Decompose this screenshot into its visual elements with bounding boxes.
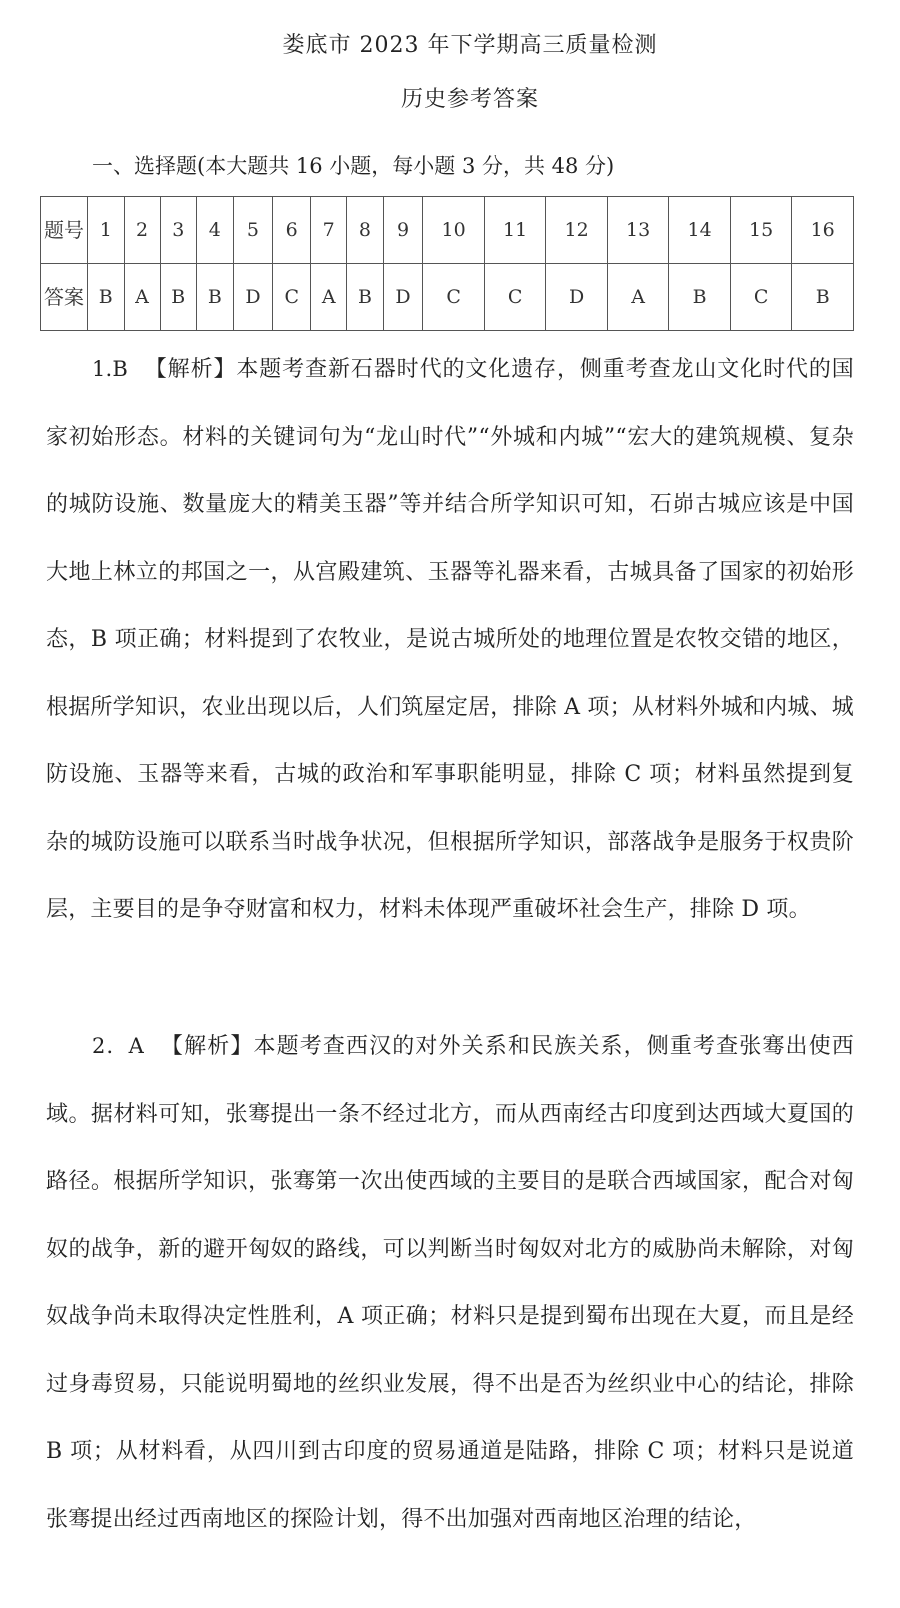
- answer-cell: B: [88, 264, 125, 331]
- answer-cell: C: [730, 264, 792, 331]
- explanation-1-label: 1.B: [92, 357, 129, 381]
- question-number-cell: 4: [197, 197, 234, 264]
- question-number-cell: 10: [423, 197, 485, 264]
- answer-cell: B: [669, 264, 731, 331]
- answer-cell: A: [124, 264, 160, 331]
- document-title: 娄底市 2023 年下学期高三质量检测: [282, 33, 658, 58]
- question-number-cell: 3: [160, 197, 197, 264]
- answer-cell: A: [311, 264, 347, 331]
- answer-cell: B: [792, 264, 854, 331]
- question-number-cell: 16: [792, 197, 854, 264]
- question-number-cell: 13: [607, 197, 669, 264]
- document-subtitle: 历史参考答案: [400, 87, 539, 112]
- question-number-cell: 8: [347, 197, 384, 264]
- question-number-cell: 12: [546, 197, 608, 264]
- question-number-cell: 9: [383, 197, 423, 264]
- row-label-answer: 答案: [41, 264, 88, 331]
- answer-cell: D: [546, 264, 608, 331]
- question-number-cell: 7: [311, 197, 347, 264]
- explanation-2-label: 2．A: [92, 1034, 144, 1058]
- answer-cell: D: [383, 264, 423, 331]
- question-number-cell: 5: [233, 197, 273, 264]
- answer-cell: B: [197, 264, 234, 331]
- question-number-row: [41, 197, 854, 264]
- answer-cell: B: [160, 264, 197, 331]
- answer-cell: B: [347, 264, 384, 331]
- answer-cell: C: [484, 264, 546, 331]
- question-number-cell: 11: [484, 197, 546, 264]
- answer-table: [40, 196, 854, 331]
- answer-row: [41, 264, 854, 331]
- answer-cell: C: [423, 264, 485, 331]
- question-number-cell: 1: [88, 197, 125, 264]
- question-number-cell: 14: [669, 197, 731, 264]
- question-number-cell: 15: [730, 197, 792, 264]
- row-label-question-number: 题号: [41, 197, 88, 264]
- explanation-2: [46, 1013, 854, 1553]
- question-number-cell: 6: [273, 197, 311, 264]
- section-heading: 一、选择题(本大题共 16 小题，每小题 3 分，共 48 分): [92, 154, 615, 178]
- answer-cell: D: [233, 264, 273, 331]
- explanation-2-text: 【解析】本题考查西汉的对外关系和民族关系，侧重考查张骞出使西域。据材料可知，张骞提出一条不经过北方，而从西南经古印度到达西域大夏国的路径。根据所学知识，张骞第一次出使西域的主要目的是联合西域国家，配合对匈奴的战争，新的避开匈奴的路线，可以判断当时匈奴对北方的威胁尚未解除，对匈奴战争尚未取得决定性胜利，A 项正确；材料只是提到蜀布出现在大夏，而且是经过身毒贸易，只能说明蜀地的丝织业发展，得不出是否为丝织业中心的结论，排除 B 项；从材料看，从四川到古印度的贸易通道是陆路，排除 C 项；材料只是说道张骞提出经过西南地区的探险计划，得不出加强对西南地区治理的结论，: [46, 1034, 854, 1532]
- answer-cell: A: [607, 264, 669, 331]
- explanation-1: [46, 336, 854, 944]
- question-number-cell: 2: [124, 197, 160, 264]
- answer-cell: C: [273, 264, 311, 331]
- explanation-1-text: 【解析】本题考查新石器时代的文化遗存，侧重考查龙山文化时代的国家初始形态。材料的关键词句为“龙山时代”“外城和内城”“宏大的建筑规模、复杂的城防设施、数量庞大的精美玉器”等并结合所学知识可知，石峁古城应该是中国大地上林立的邦国之一，从宫殿建筑、玉器等礼器来看，古城具备了国家的初始形态，B 项正确；材料提到了农牧业，是说古城所处的地理位置是农牧交错的地区，根据所学知识，农业出现以后，人们筑屋定居，排除 A 项；从材料外城和内城、城防设施、玉器等来看，古城的政治和军事职能明显，排除 C 项；材料虽然提到复杂的城防设施可以联系当时战争状况，但根据所学知识，部落战争是服务于权贵阶层，主要目的是争夺财富和权力，材料未体现严重破坏社会生产，排除 D 项。: [46, 357, 854, 922]
